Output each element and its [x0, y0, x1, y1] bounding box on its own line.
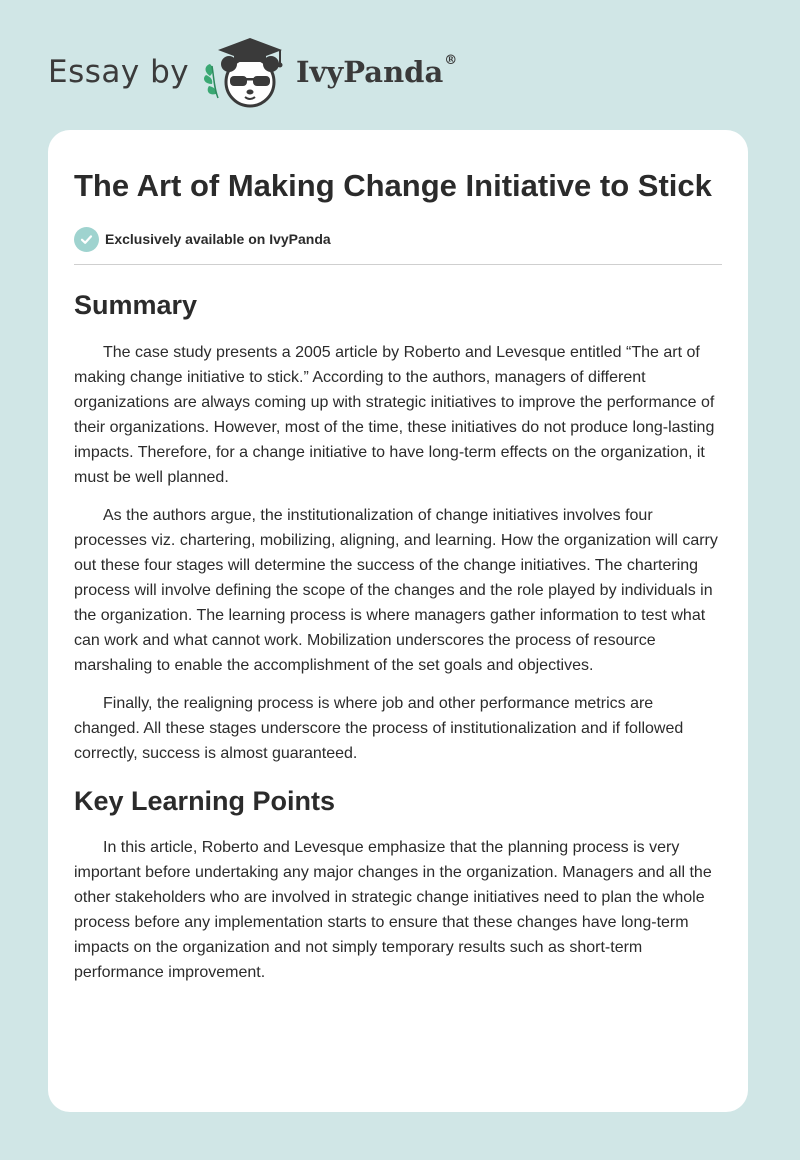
panda-graduate-logo-icon [202, 34, 290, 110]
section-heading-key-learning-points: Key Learning Points [74, 786, 336, 816]
paragraph: In this article, Roberto and Levesque emphasize that the planning process is very important before undertaking any major changes in the organization. Managers and all the other stakeholders who are involved in strategic change initiatives need to plan the whole process before any implementation starts to ensure that these changes have long-term impacts on the organization and not simply temporary results such as short-term performance improvement. [74, 839, 712, 981]
check-circle-icon [74, 227, 99, 252]
paragraph: The case study presents a 2005 article by Roberto and Levesque entitled “The art of making change initiative to stick.” According to the authors, managers of different organizations are always coming up with strategic initiatives to improve the performance of their organizations. However, most of the time, these initiatives do not produce long-lasting impacts. Therefore, for a change initiative to have long-term effects on the organization, it must be well planned. [74, 344, 715, 486]
article-card [48, 130, 748, 1112]
exclusive-badge [74, 226, 722, 252]
brand-name: IvyPanda® [296, 53, 458, 89]
brand-logo[interactable] [48, 32, 508, 110]
paragraph: As the authors argue, the institutionalization of change initiatives involves four processes viz. chartering, mobilizing, aligning, and learning. How the organization will carry out these four stages will determine the success of the change initiatives. The chartering process will involve defining the scope of the changes and the role played by individuals in the organization. The learning process is where managers gather information to test what can work and what cannot work. Mobilization underscores the process of resource marshaling to enable the accomplishment of the set goals and objectives. [74, 507, 718, 674]
registered-mark: ® [444, 53, 458, 68]
brand-prefix: Essay by [48, 54, 190, 90]
paragraph: Finally, the realigning process is where job and other performance metrics are changed. All these stages underscore the process of institutionalization and if followed correctly, success is almost guaranteed. [74, 695, 684, 762]
section-heading-summary: Summary [74, 290, 198, 320]
article-title: The Art of Making Change Initiative to Stick [74, 168, 712, 203]
exclusive-label: Exclusively available on IvyPanda [105, 231, 331, 247]
divider [74, 264, 722, 265]
